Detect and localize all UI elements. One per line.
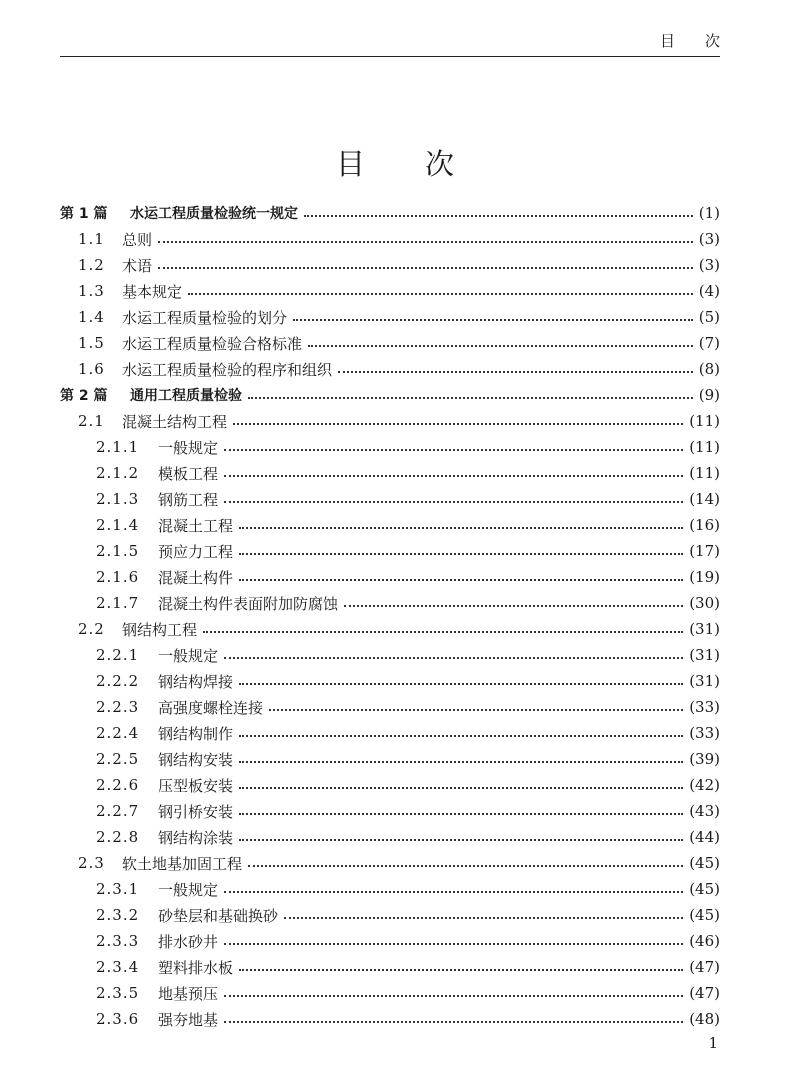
toc-entry-title: 压型板安装 xyxy=(158,776,234,795)
toc-entry-title: 混凝土构件表面附加防腐蚀 xyxy=(158,594,339,613)
toc-entry[interactable] xyxy=(60,746,720,772)
toc-entry-page: (42) xyxy=(689,776,720,794)
toc-leader-dots xyxy=(338,371,693,373)
toc-entry-title: 高强度螺栓连接 xyxy=(158,698,264,717)
toc-entry[interactable] xyxy=(60,850,720,876)
toc-entry-number: 1.1 xyxy=(78,230,105,248)
toc-leader-dots xyxy=(224,995,683,997)
toc-entry-number: 2.1.3 xyxy=(96,490,140,508)
toc-entry-title: 钢引桥安装 xyxy=(158,802,234,821)
toc-entry[interactable] xyxy=(60,590,720,616)
toc-entry-title: 水运工程质量检验的划分 xyxy=(122,308,288,327)
toc-entry-title: 模板工程 xyxy=(158,464,219,483)
toc-entry[interactable] xyxy=(60,980,720,1006)
toc-entry-page: (16) xyxy=(689,516,720,534)
toc-leader-dots xyxy=(224,943,683,945)
toc-entry-title: 钢结构焊接 xyxy=(158,672,234,691)
toc-leader-dots xyxy=(248,865,683,867)
toc-entry[interactable] xyxy=(60,824,720,850)
toc-entry-page: (7) xyxy=(698,334,720,352)
toc-entry-title: 排水砂井 xyxy=(158,932,219,951)
toc-entry-number: 2.1.5 xyxy=(96,542,140,560)
toc-entry-title: 水运工程质量检验的程序和组织 xyxy=(122,360,333,379)
toc-leader-dots xyxy=(308,345,693,347)
toc-entry-title: 混凝土工程 xyxy=(158,516,234,535)
toc-entry-title: 钢结构涂装 xyxy=(158,828,234,847)
toc-entry-title: 强夯地基 xyxy=(158,1010,219,1029)
running-head xyxy=(660,30,720,51)
toc-entry-number: 2.1.4 xyxy=(96,516,140,534)
toc-leader-dots xyxy=(224,657,683,659)
toc-entry-title: 一般规定 xyxy=(158,880,219,899)
toc-entry-number: 2.1 xyxy=(78,412,105,430)
toc-entry-page: (31) xyxy=(689,672,720,690)
toc-entry[interactable] xyxy=(60,330,720,356)
toc-leader-dots xyxy=(293,319,693,321)
toc-entry[interactable] xyxy=(60,226,720,252)
toc-entry-number: 1.5 xyxy=(78,334,105,352)
toc-leader-dots xyxy=(239,787,683,789)
toc-leader-dots xyxy=(304,215,693,217)
toc-entry-number: 1.6 xyxy=(78,360,105,378)
toc-entry-title: 混凝土结构工程 xyxy=(122,412,228,431)
toc-entry-number: 2.3.5 xyxy=(96,984,140,1002)
toc-entry[interactable] xyxy=(60,486,720,512)
toc-entry-number: 1.2 xyxy=(78,256,105,274)
toc-entry-title: 钢筋工程 xyxy=(158,490,219,509)
toc-entry-page: (31) xyxy=(689,620,720,638)
toc-entry-number: 2.3.2 xyxy=(96,906,140,924)
toc-entry-title: 软土地基加固工程 xyxy=(122,854,243,873)
toc-leader-dots xyxy=(158,241,693,243)
toc-leader-dots xyxy=(248,397,693,399)
toc-entry-number: 第 1 篇 xyxy=(60,206,108,222)
toc-entry-page: (30) xyxy=(689,594,720,612)
toc-leader-dots xyxy=(233,423,683,425)
toc-entry[interactable] xyxy=(60,460,720,486)
toc-entry[interactable] xyxy=(60,564,720,590)
toc-leader-dots xyxy=(284,917,683,919)
toc-entry-page: (45) xyxy=(689,854,720,872)
toc-leader-dots xyxy=(224,449,683,451)
toc-entry[interactable] xyxy=(60,382,720,408)
toc-entry-title: 水运工程质量检验合格标准 xyxy=(122,334,303,353)
toc-entry-title: 钢结构制作 xyxy=(158,724,234,743)
toc-entry-number: 2.1.1 xyxy=(96,438,140,456)
toc-entry[interactable] xyxy=(60,694,720,720)
toc-entry[interactable] xyxy=(60,1006,720,1032)
toc-entry[interactable] xyxy=(60,278,720,304)
toc-entry-page: (44) xyxy=(689,828,720,846)
toc-entry-page: (47) xyxy=(689,984,720,1002)
toc-entry-page: (33) xyxy=(689,698,720,716)
toc-entry-number: 2.2.8 xyxy=(96,828,140,846)
toc-entry-number: 第 2 篇 xyxy=(60,388,108,404)
toc-leader-dots xyxy=(224,501,683,503)
toc-leader-dots xyxy=(239,839,683,841)
toc-entry-page: (5) xyxy=(698,308,720,326)
toc-entry-number: 2.2.1 xyxy=(96,646,140,664)
toc-entry-number: 2.2.7 xyxy=(96,802,140,820)
toc-entry-page: (11) xyxy=(689,464,720,482)
toc-entry-number: 2.3.3 xyxy=(96,932,140,950)
toc-entry[interactable] xyxy=(60,798,720,824)
toc-entry-number: 2.3.6 xyxy=(96,1010,140,1028)
toc-entry-title: 水运工程质量检验统一规定 xyxy=(130,206,298,222)
page-title-char-2: 次 xyxy=(425,147,455,181)
toc-leader-dots xyxy=(224,475,683,477)
table-of-contents xyxy=(60,200,720,1032)
toc-entry-title: 混凝土构件 xyxy=(158,568,234,587)
toc-leader-dots xyxy=(269,709,683,711)
toc-leader-dots xyxy=(224,1021,683,1023)
toc-leader-dots xyxy=(344,605,683,607)
toc-entry-page: (11) xyxy=(689,412,720,430)
toc-leader-dots xyxy=(188,293,693,295)
toc-entry[interactable] xyxy=(60,772,720,798)
header-rule xyxy=(60,56,720,57)
toc-entry-number: 2.1.2 xyxy=(96,464,140,482)
toc-leader-dots xyxy=(239,813,683,815)
toc-entry-page: (45) xyxy=(689,880,720,898)
toc-entry-number: 2.1.7 xyxy=(96,594,140,612)
toc-entry-page: (45) xyxy=(689,906,720,924)
toc-entry[interactable] xyxy=(60,512,720,538)
toc-leader-dots xyxy=(239,553,683,555)
running-head-char-2: 次 xyxy=(704,32,720,50)
toc-entry-title: 砂垫层和基础换砂 xyxy=(158,906,279,925)
toc-entry[interactable] xyxy=(60,642,720,668)
toc-entry-title: 一般规定 xyxy=(158,438,219,457)
toc-entry-page: (31) xyxy=(689,646,720,664)
toc-entry-title: 塑料排水板 xyxy=(158,958,234,977)
toc-leader-dots xyxy=(158,267,693,269)
toc-entry-number: 2.3 xyxy=(78,854,105,872)
toc-entry[interactable] xyxy=(60,902,720,928)
toc-leader-dots xyxy=(239,761,683,763)
toc-entry[interactable] xyxy=(60,616,720,642)
page-title xyxy=(0,142,790,183)
toc-entry-page: (3) xyxy=(698,230,720,248)
toc-entry-page: (39) xyxy=(689,750,720,768)
toc-entry-page: (4) xyxy=(698,282,720,300)
toc-entry-page: (1) xyxy=(698,204,720,222)
toc-entry-page: (17) xyxy=(689,542,720,560)
page-number: 1 xyxy=(708,1034,718,1052)
toc-entry[interactable] xyxy=(60,720,720,746)
toc-leader-dots xyxy=(239,683,683,685)
toc-entry-title: 地基预压 xyxy=(158,984,219,1003)
toc-entry-title: 一般规定 xyxy=(158,646,219,665)
toc-entry-page: (46) xyxy=(689,932,720,950)
toc-entry-title: 通用工程质量检验 xyxy=(130,388,242,404)
toc-entry-number: 2.2.4 xyxy=(96,724,140,742)
toc-leader-dots xyxy=(203,631,683,633)
toc-entry-page: (47) xyxy=(689,958,720,976)
toc-leader-dots xyxy=(239,527,683,529)
toc-entry-number: 2.3.1 xyxy=(96,880,140,898)
toc-entry[interactable] xyxy=(60,538,720,564)
toc-entry[interactable] xyxy=(60,408,720,434)
toc-entry-page: (11) xyxy=(689,438,720,456)
toc-entry-page: (14) xyxy=(689,490,720,508)
toc-leader-dots xyxy=(239,579,683,581)
toc-entry[interactable] xyxy=(60,252,720,278)
toc-entry-page: (43) xyxy=(689,802,720,820)
toc-entry[interactable] xyxy=(60,200,720,226)
toc-entry-title: 总则 xyxy=(122,230,153,249)
toc-entry-number: 2.2.6 xyxy=(96,776,140,794)
toc-entry-page: (9) xyxy=(698,386,720,404)
toc-entry-title: 钢结构安装 xyxy=(158,750,234,769)
toc-entry-page: (19) xyxy=(689,568,720,586)
toc-entry-title: 预应力工程 xyxy=(158,542,234,561)
toc-entry-number: 2.2 xyxy=(78,620,105,638)
toc-entry-number: 1.3 xyxy=(78,282,105,300)
toc-entry[interactable] xyxy=(60,928,720,954)
toc-leader-dots xyxy=(239,735,683,737)
toc-entry[interactable] xyxy=(60,434,720,460)
toc-leader-dots xyxy=(224,891,683,893)
toc-entry[interactable] xyxy=(60,954,720,980)
toc-entry[interactable] xyxy=(60,356,720,382)
toc-entry-title: 基本规定 xyxy=(122,282,183,301)
toc-entry-title: 钢结构工程 xyxy=(122,620,198,639)
toc-entry-page: (33) xyxy=(689,724,720,742)
toc-entry-page: (48) xyxy=(689,1010,720,1028)
toc-leader-dots xyxy=(239,969,683,971)
toc-entry-number: 1.4 xyxy=(78,308,105,326)
toc-entry[interactable] xyxy=(60,876,720,902)
toc-entry-page: (8) xyxy=(698,360,720,378)
toc-entry-number: 2.1.6 xyxy=(96,568,140,586)
toc-entry[interactable] xyxy=(60,304,720,330)
page-title-char-1: 目 xyxy=(335,147,365,181)
toc-entry-number: 2.2.2 xyxy=(96,672,140,690)
toc-entry-number: 2.3.4 xyxy=(96,958,140,976)
toc-entry-title: 术语 xyxy=(122,256,153,275)
toc-entry-number: 2.2.3 xyxy=(96,698,140,716)
toc-entry-page: (3) xyxy=(698,256,720,274)
running-head-char-1: 目 xyxy=(659,32,675,50)
toc-entry[interactable] xyxy=(60,668,720,694)
toc-entry-number: 2.2.5 xyxy=(96,750,140,768)
